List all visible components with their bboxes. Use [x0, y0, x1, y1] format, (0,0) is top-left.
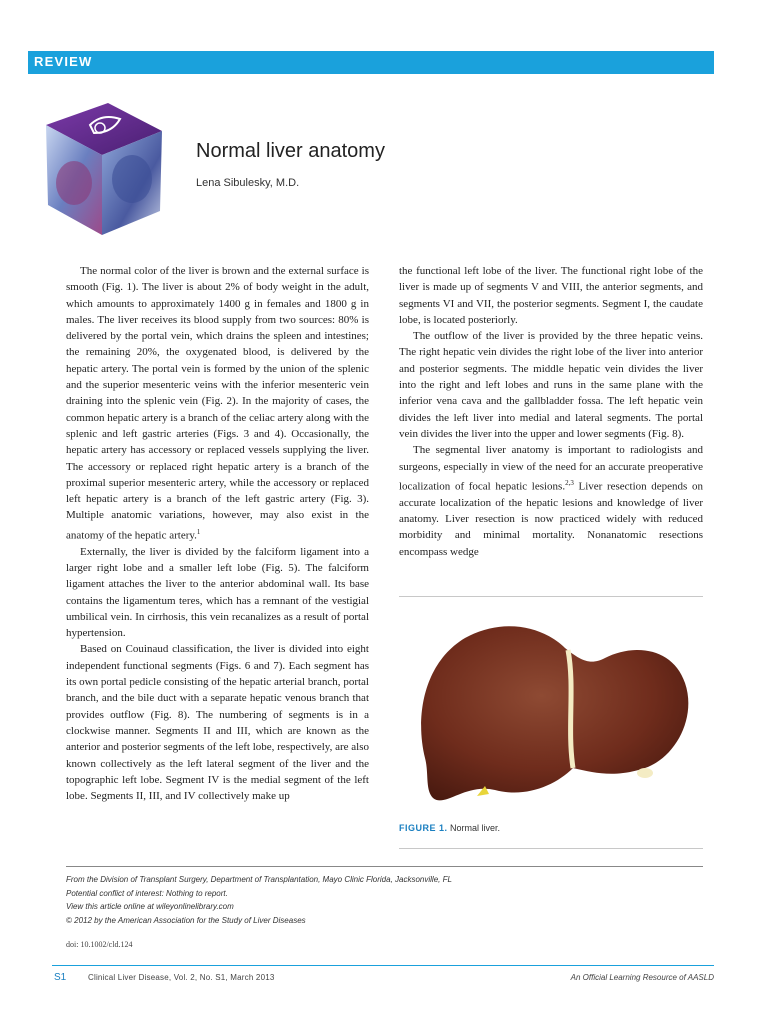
reference-superscript: 2,3	[565, 478, 574, 487]
footnote-rule	[66, 866, 703, 867]
figure-label: FIGURE 1.	[399, 823, 448, 833]
paragraph: the functional left lobe of the liver. The functional right lobe of the liver is made up of segments V and VIII, the anterior segments, and segments VI and VII, the posterior segments. Segment I, the caudate lobe, is located posteriorly.	[399, 265, 703, 326]
figure-caption	[399, 823, 500, 833]
aasld-resource-note: An Official Learning Resource of AASLD	[570, 973, 714, 982]
figure-top-rule	[399, 596, 703, 597]
article-title: Normal liver anatomy	[196, 140, 385, 162]
paragraph: Based on Couinaud classification, the liver is divided into eight independent functional segments (Figs. 6 and 7). Each segment has its own portal pedicle consisting of the hepatic arterial branch, portal branch, and the bile duct with a separate hepatic venous branch that provides outflow (Fig. 8). The numbering of segments is in a clockwise manner. Segments II and III, which are known as the anterior and posterior segments of the left lobe, respectively, are also known collectively as the left lateral segment of the liver and the topographic left lobe. Segment IV is the medial segment of the left lobe. Segments II, III, and IV collectively make up	[66, 643, 369, 803]
figure-bottom-rule	[399, 848, 703, 849]
paragraph-text: Liver resection depends on accurate localization of the hepatic lesions and knowledge of liver anatomy. Liver resection is now practiced widely with reduced morbidity and minimal mortality. Nonanatomic resections encompass wedge	[399, 480, 703, 558]
paragraph	[399, 442, 703, 560]
section-banner	[28, 51, 714, 74]
figure-caption-text: Normal liver.	[450, 823, 501, 833]
conflict-note: Potential conflict of interest: Nothing to report.	[66, 888, 228, 898]
reference-superscript: 1	[196, 527, 201, 536]
affiliation-note: From the Division of Transplant Surgery, Department of Transplantation, Mayo Clinic Florida, Jacksonville, FL	[66, 875, 452, 884]
paragraph: The outflow of the liver is provided by the three hepatic veins. The right hepatic vein divides the right lobe of the liver into anterior and posterior segments. The middle hepatic vein divides the liver into the right and left lobes and runs in the same plane with the inferior vena cava and the gallbladder fossa. The left hepatic vein divides the left liver into medial and lateral segments. The portal vein divides the liver into the upper and lower segments (Fig. 8).	[399, 330, 703, 440]
section-label: REVIEW	[34, 54, 93, 69]
doi[interactable]: doi: 10.1002/cld.124	[66, 940, 133, 949]
footer-rule	[52, 965, 714, 966]
article-author: Lena Sibulesky, M.D.	[196, 177, 300, 189]
paragraph-text: The segmental liver anatomy is important to radiologists and surgeons, especially in view of the need for an accurate preoperative localization of focal hepatic lesions.	[399, 444, 703, 493]
online-note[interactable]: View this article online at wileyonlinelibrary.com	[66, 902, 234, 911]
body-column-left	[66, 263, 369, 804]
paragraph: Externally, the liver is divided by the falciform ligament into a larger right lobe and a smaller left lobe (Fig. 5). The falciform ligament attaches the liver to the anterior abdominal wall. Its base contains the ligamentum teres, which has a remnant of the vestigial umbilical vein. In cirrhosis, this vein recanalizes as a result of portal hypertension.	[66, 545, 369, 640]
paragraph	[66, 263, 369, 544]
paragraph-text: The normal color of the liver is brown and the external surface is smooth (Fig. 1). The liver is about 2% of body weight in the adult, which amounts to approximately 1400 g in females and 1800 g in males. The liver receives its blood supply from two sources: 80% is delivered by the portal vein, which drains the spleen and intestines; the remaining 20%, the oxygenated blood, is delivered by the hepatic artery. The portal vein is formed by the union of the splenic and the superior mesenteric veins with the inferior mesenteric vein draining into the splenic vein (Fig. 2). In the majority of cases, the common hepatic artery is a branch of the celiac artery along with the splenic and left gastric arteries (Figs. 3 and 4). Occasionally, the hepatic artery has accessory or replaced vessels supplying the liver. The accessory or replaced right hepatic artery is a branch of the proximal superior mesenteric artery, while the accessory or replaced left hepatic artery is a branch of the left gastric artery (Fig. 3). Multiple anatomic variations, however, may also exist in the anatomy of the hepatic artery.	[66, 265, 369, 542]
page-number: S1	[54, 972, 67, 983]
body-column-right	[399, 263, 703, 560]
footnote-block	[66, 873, 452, 927]
cube-logo-icon	[40, 95, 170, 245]
liver-figure-image	[405, 608, 695, 818]
copyright-note: © 2012 by the American Association for the Study of Liver Diseases	[66, 915, 306, 925]
journal-citation: Clinical Liver Disease, Vol. 2, No. S1, March 2013	[88, 973, 275, 982]
